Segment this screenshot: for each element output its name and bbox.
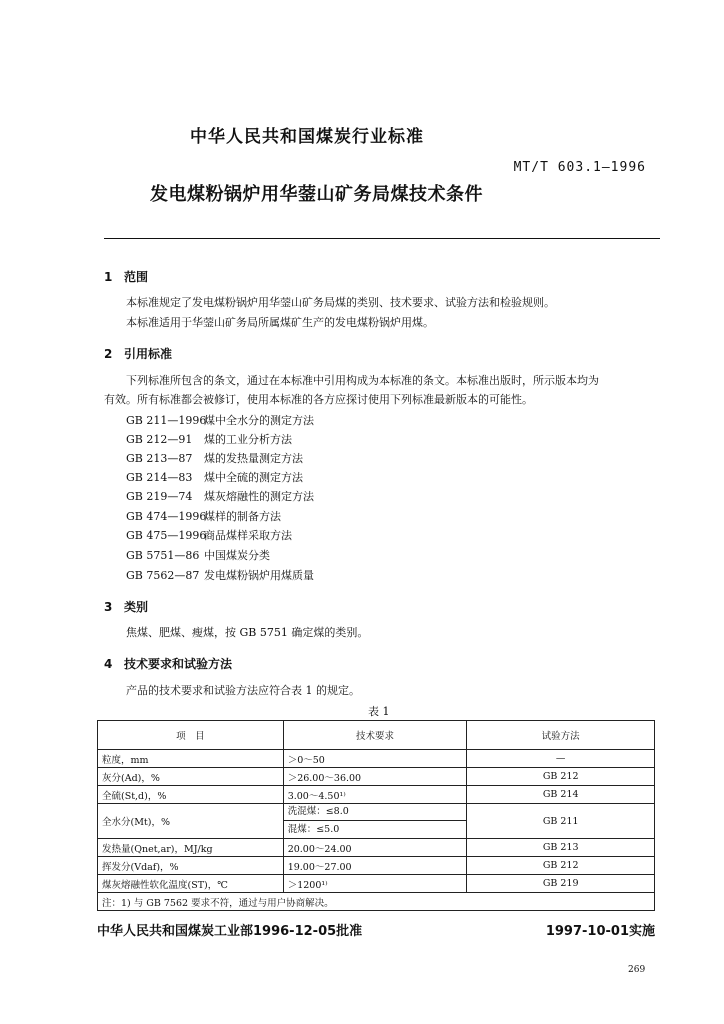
- table-row: [98, 750, 655, 768]
- table-row: [98, 857, 655, 875]
- reference-name: 煤灰熔融性的测定方法: [204, 490, 314, 503]
- effective-date: 1997-10-01实施: [545, 924, 655, 939]
- reference-code: GB 474—1996: [126, 510, 207, 523]
- section-2-heading: [104, 345, 172, 362]
- section-4-paragraph: 产品的技术要求和试验方法应符合表 1 的规定。: [126, 684, 360, 697]
- reference-code: GB 211—1996: [126, 414, 207, 427]
- reference-name: 煤中全硫的测定方法: [204, 471, 303, 484]
- reference-name: 煤样的制备方法: [204, 510, 281, 523]
- reference-code: GB 5751—86: [126, 549, 200, 562]
- cell-method: GB 214: [467, 786, 655, 804]
- section-title: 类别: [124, 600, 149, 614]
- section-1-paragraph-1: 本标准规定了发电煤粉锅炉用华蓥山矿务局煤的类别、技术要求、试验方法和检验规则。: [126, 296, 555, 309]
- cell-item: 煤灰熔融性软化温度(ST)，℃: [98, 875, 284, 893]
- header-item: 项 目: [98, 721, 284, 750]
- reference-item: [126, 450, 303, 466]
- section-2-paragraph-line-2: 有效。所有标准都会被修订，使用本标准的各方应探讨使用下列标准最新版本的可能性。: [104, 393, 533, 406]
- section-1-paragraph-2: 本标准适用于华蓥山矿务局所属煤矿生产的发电煤粉锅炉用煤。: [126, 316, 434, 329]
- cell-requirement: [283, 804, 467, 839]
- section-3-paragraph: 焦煤、肥煤、瘦煤，按 GB 5751 确定煤的类别。: [126, 626, 369, 639]
- section-title: 范围: [124, 270, 149, 284]
- reference-code: GB 213—87: [126, 452, 193, 465]
- cell-item: 挥发分(Vdaf)，%: [98, 857, 284, 875]
- section-title: 技术要求和试验方法: [124, 657, 233, 671]
- table-note: 注：1) 与 GB 7562 要求不符，通过与用户协商解决。: [98, 893, 655, 911]
- cell-item: 灰分(Ad)，%: [98, 768, 284, 786]
- cell-method: GB 212: [467, 857, 655, 875]
- cell-item: 粒度，mm: [98, 750, 284, 768]
- approval-statement: 中华人民共和国煤炭工业部1996-12-05批准: [97, 924, 363, 939]
- reference-item: [126, 567, 314, 583]
- cell-requirement: ＞1200¹⁾: [283, 875, 467, 893]
- spec-table: [97, 720, 655, 911]
- requirement-washed-mixed: 洗混煤：≤8.0: [284, 804, 467, 821]
- table-note-row: [98, 893, 655, 911]
- cell-requirement: ＞0～50: [283, 750, 467, 768]
- cell-requirement: ＞26.00～36.00: [283, 768, 467, 786]
- requirement-mixed: 混煤：≤5.0: [287, 824, 340, 835]
- section-4-heading: [104, 655, 232, 672]
- reference-name: 煤的发热量测定方法: [204, 452, 303, 465]
- reference-name: 中国煤炭分类: [204, 549, 270, 562]
- reference-code: GB 7562—87: [126, 569, 200, 582]
- cell-item: 全硫(St,d)，%: [98, 786, 284, 804]
- cell-item: 全水分(Mt)，%: [98, 804, 284, 839]
- standard-header-title: 中华人民共和国煤炭行业标准: [190, 127, 424, 147]
- table-row: [98, 839, 655, 857]
- reference-item: [126, 469, 303, 485]
- table-row: [98, 875, 655, 893]
- reference-item: [126, 412, 314, 428]
- cell-requirement: 19.00～27.00: [283, 857, 467, 875]
- table-caption: 表 1: [368, 705, 390, 718]
- cell-method: GB 211: [467, 804, 655, 839]
- table-row: [98, 768, 655, 786]
- header-requirement: 技术要求: [283, 721, 467, 750]
- section-number: 1: [104, 270, 113, 284]
- table-row: [98, 786, 655, 804]
- cell-requirement: 3.00～4.50¹⁾: [283, 786, 467, 804]
- section-3-heading: [104, 598, 148, 615]
- section-number: 3: [104, 600, 113, 614]
- reference-code: GB 219—74: [126, 490, 193, 503]
- title-divider: [104, 238, 660, 239]
- reference-item: [126, 488, 314, 504]
- reference-name: 发电煤粉锅炉用煤质量: [204, 569, 314, 582]
- reference-item: [126, 527, 292, 543]
- reference-code: GB 475—1996: [126, 529, 207, 542]
- cell-requirement: 20.00～24.00: [283, 839, 467, 857]
- table-row: [98, 804, 655, 839]
- cell-method: GB 219: [467, 875, 655, 893]
- reference-item: [126, 508, 281, 524]
- cell-item: 发热量(Qnet,ar)，MJ/kg: [98, 839, 284, 857]
- reference-name: 煤中全水分的测定方法: [204, 414, 314, 427]
- cell-method: GB 212: [467, 768, 655, 786]
- reference-code: GB 212—91: [126, 433, 193, 446]
- cell-method: —: [467, 750, 655, 768]
- page-number: 269: [628, 965, 646, 975]
- reference-item: [126, 547, 270, 563]
- standard-code: MT/T 603.1—1996: [513, 160, 646, 175]
- section-1-heading: [104, 268, 148, 285]
- section-number: 2: [104, 347, 113, 361]
- table-header-row: [98, 721, 655, 750]
- cell-method: GB 213: [467, 839, 655, 857]
- section-title: 引用标准: [124, 347, 173, 361]
- document-title: 发电煤粉锅炉用华蓥山矿务局煤技术条件: [150, 184, 483, 205]
- reference-item: [126, 431, 292, 447]
- section-2-paragraph-line-1: 下列标准所包含的条文，通过在本标准中引用构成为本标准的条文。本标准出版时，所示版本均为: [126, 374, 599, 387]
- reference-code: GB 214—83: [126, 471, 193, 484]
- reference-name: 商品煤样采取方法: [204, 529, 292, 542]
- reference-name: 煤的工业分析方法: [204, 433, 292, 446]
- header-method: 试验方法: [467, 721, 655, 750]
- section-number: 4: [104, 657, 113, 671]
